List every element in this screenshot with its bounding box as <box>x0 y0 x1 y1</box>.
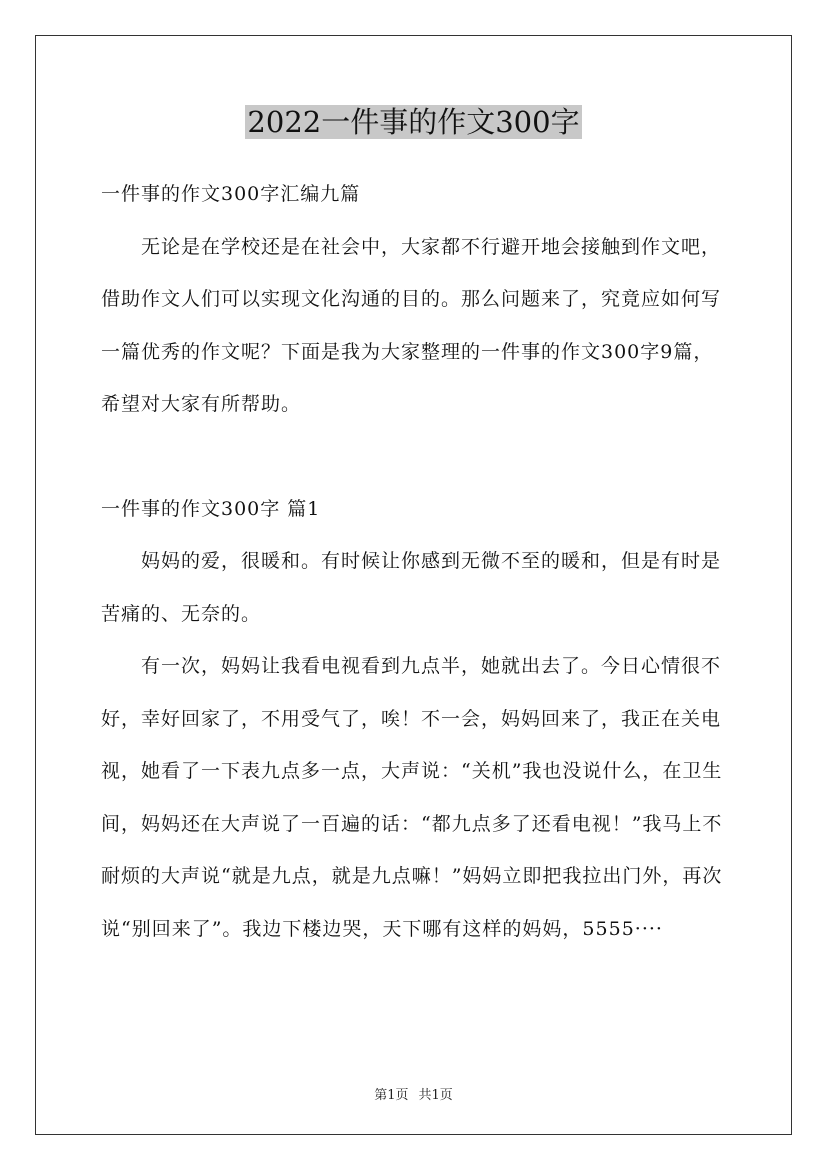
paragraph-spacer <box>101 431 731 483</box>
document-subtitle: 一件事的作文300字汇编九篇 <box>101 183 361 205</box>
intro-paragraph: 无论是在学校还是在社会中，大家都不行避开地会接触到作文吧，借助作文人们可以实现文化沟通的目的。那么问题来了，究竟应如何写一篇优秀的作文呢？下面是我为大家整理的一件事的作文300字9篇，希望对大家有所帮助。 <box>101 235 722 415</box>
page-total: 共1页 <box>418 1088 453 1103</box>
section-heading: 一件事的作文300字 篇1 <box>101 497 321 520</box>
document-body <box>101 168 731 955</box>
document-title-text: 2022一件事的作文300字 <box>247 105 580 139</box>
page-footer <box>0 1084 827 1103</box>
body-paragraph-2: 有一次，妈妈让我看电视看到九点半，她就出去了。今日心情很不好，幸好回家了，不用受气了，唉！不一会，妈妈回来了，我正在关电视，她看了一下表九点多一点，大声说：“关机”我也没说什么，在卫生间，妈妈还在大声说了一百遍的话：“都九点多了还看电视！”我马上不耐烦的大声说“就是九点，就是九点嘛！”妈妈立即把我拉出门外，再次说“别回来了”。我边下楼边哭，天下哪有这样的妈妈，5555···· <box>101 655 723 940</box>
body-paragraph-1: 妈妈的爱，很暖和。有时候让你感到无微不至的暖和，但是有时是苦痛的、无奈的。 <box>101 550 722 625</box>
page-number: 第1页 <box>374 1088 409 1103</box>
document-title <box>0 100 827 144</box>
